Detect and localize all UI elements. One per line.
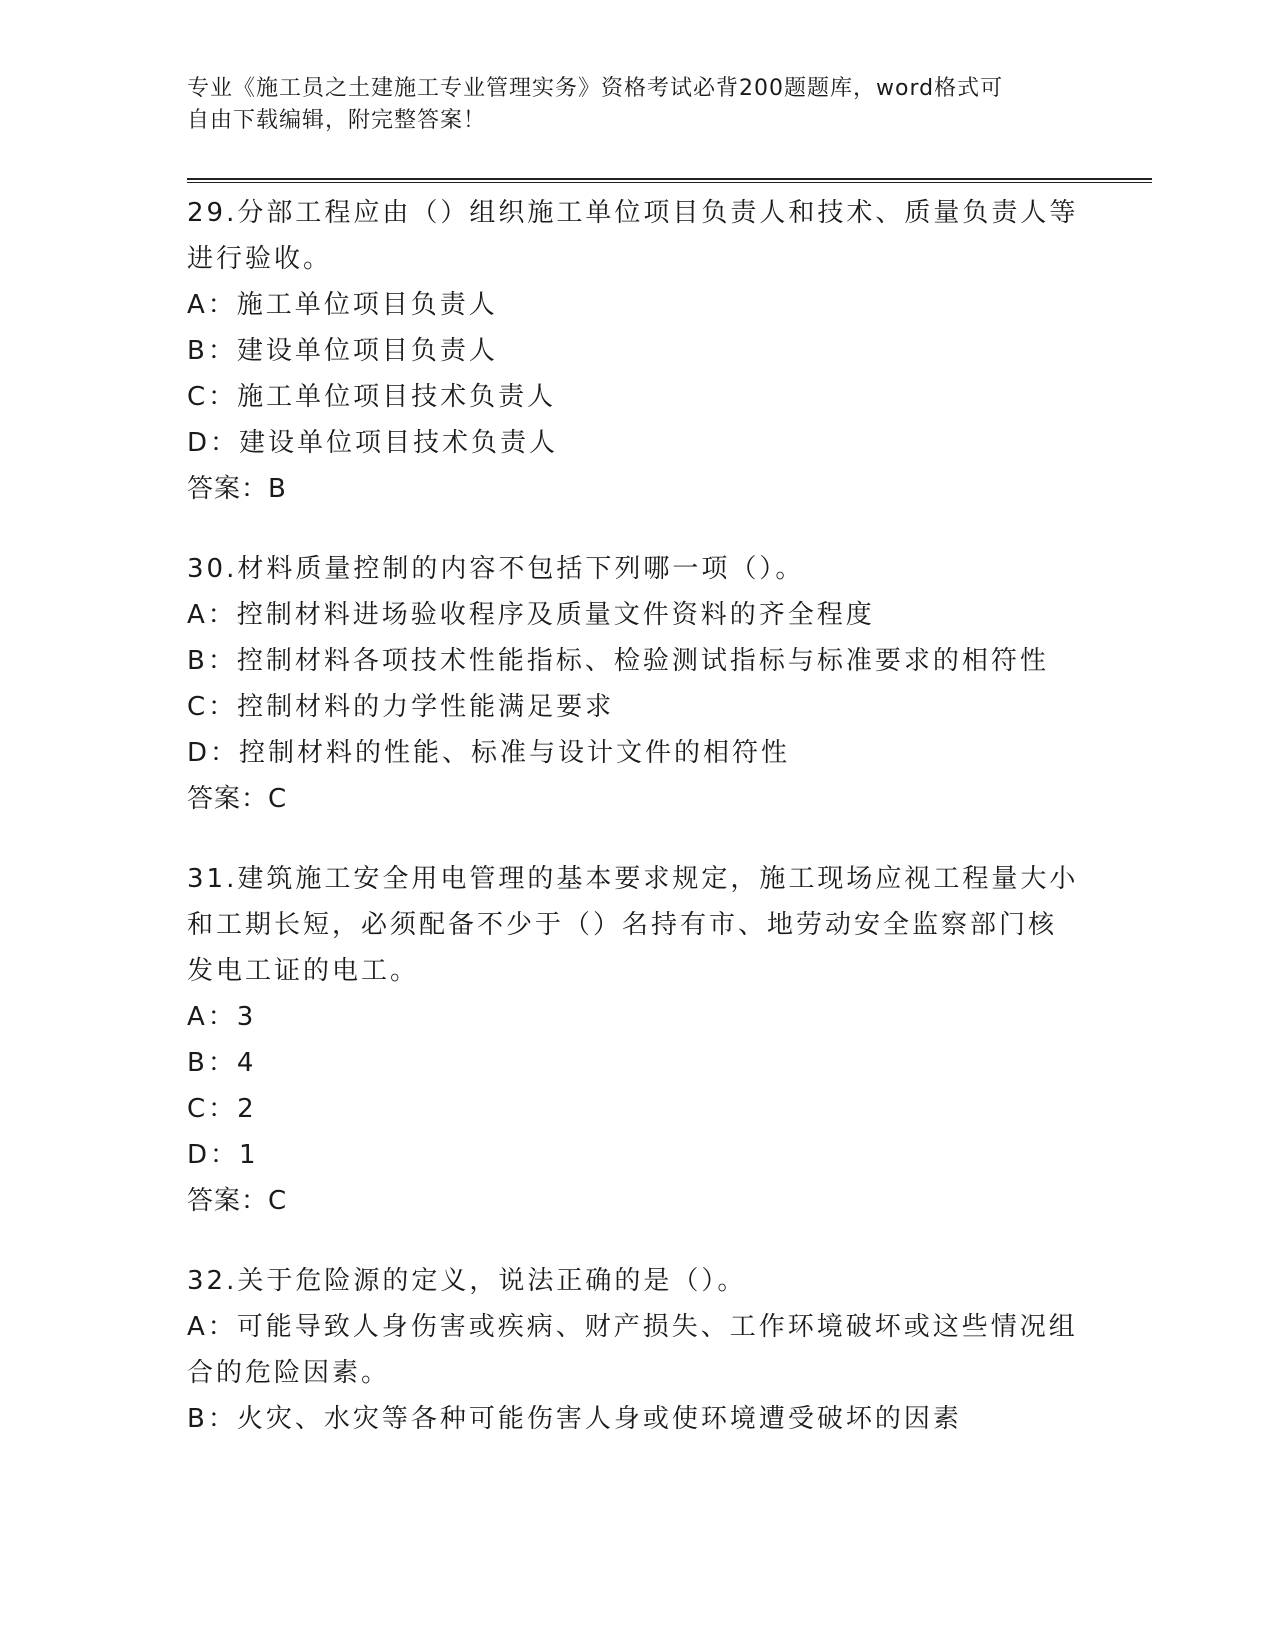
answer-value: C bbox=[268, 1186, 288, 1216]
option-a-continued: 合的危险因素。 bbox=[187, 1358, 391, 1388]
header-title-line-2: 自由下载编辑，附完整答案！ bbox=[187, 108, 487, 133]
answer-value: C bbox=[268, 784, 288, 814]
option-d: D：1 bbox=[187, 1140, 259, 1170]
question-32 bbox=[187, 1258, 1087, 1442]
option-a: A：可能导致人身伤害或疾病、财产损失、工作环境破坏或这些情况组 bbox=[187, 1312, 1078, 1342]
question-list bbox=[187, 190, 1087, 1476]
question-31 bbox=[187, 856, 1087, 1224]
option-c: C：2 bbox=[187, 1094, 257, 1124]
header-divider bbox=[187, 178, 1152, 183]
answer-value: B bbox=[268, 474, 287, 504]
question-30 bbox=[187, 546, 1087, 822]
question-text: 31.建筑施工安全用电管理的基本要求规定，施工现场应视工程量大小 bbox=[187, 864, 1079, 894]
question-text: 进行验收。 bbox=[187, 244, 333, 274]
option-b: B：控制材料各项技术性能指标、检验测试指标与标准要求的相符性 bbox=[187, 646, 1049, 676]
option-a: A：施工单位项目负责人 bbox=[187, 290, 498, 320]
option-c: C：控制材料的力学性能满足要求 bbox=[187, 692, 615, 722]
question-29 bbox=[187, 190, 1087, 512]
question-text: 30.材料质量控制的内容不包括下列哪一项（）。 bbox=[187, 554, 805, 584]
answer-label: 答案： bbox=[187, 474, 269, 504]
question-text: 发电工证的电工。 bbox=[187, 956, 420, 986]
answer-line bbox=[187, 466, 1087, 512]
option-b: B：4 bbox=[187, 1048, 257, 1078]
option-a: A：控制材料进场验收程序及质量文件资料的齐全程度 bbox=[187, 600, 875, 630]
header-title-line-1: 专业《施工员之土建施工专业管理实务》资格考试必背200题题库，word格式可 bbox=[187, 76, 1004, 101]
option-a: A：3 bbox=[187, 1002, 257, 1032]
document-header bbox=[187, 73, 1067, 137]
question-text: 29.分部工程应由（）组织施工单位项目负责人和技术、质量负责人等 bbox=[187, 198, 1079, 228]
answer-line bbox=[187, 776, 1087, 822]
option-d: D：控制材料的性能、标准与设计文件的相符性 bbox=[187, 738, 791, 768]
answer-line bbox=[187, 1178, 1087, 1224]
option-d: D：建设单位项目技术负责人 bbox=[187, 428, 559, 458]
answer-label: 答案： bbox=[187, 784, 269, 814]
question-text: 32.关于危险源的定义，说法正确的是（）。 bbox=[187, 1266, 747, 1296]
option-b: B：火灾、水灾等各种可能伤害人身或使环境遭受破坏的因素 bbox=[187, 1404, 962, 1434]
option-c: C：施工单位项目技术负责人 bbox=[187, 382, 557, 412]
answer-label: 答案： bbox=[187, 1186, 269, 1216]
option-b: B：建设单位项目负责人 bbox=[187, 336, 498, 366]
question-text: 和工期长短，必须配备不少于（）名持有市、地劳动安全监察部门核 bbox=[187, 910, 1058, 940]
